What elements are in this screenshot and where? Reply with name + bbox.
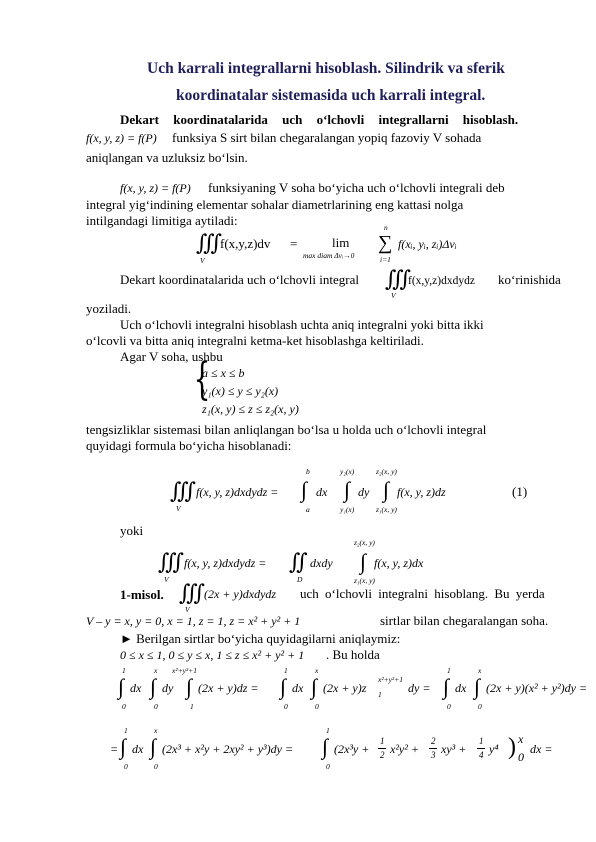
eq2-integrand: f(x, y, z)dx xyxy=(374,556,424,570)
integral-symbol: ∫ xyxy=(150,734,157,759)
lower-limit: 0 xyxy=(326,762,330,771)
integral-symbol: ∫ xyxy=(311,674,318,699)
integrand: (2x³ + x²y + 2xy² + y³)dy = xyxy=(162,742,294,756)
lower-limit: 0 xyxy=(447,702,451,711)
integrand: f(x,y,z)dv xyxy=(220,236,271,251)
upper-limit: z₂(x, y) xyxy=(354,538,375,547)
upper-limit: 1 xyxy=(124,726,128,735)
section-heading: Dekart koordinatalarida uch o‘lchovli integrallarni hisoblash. xyxy=(120,112,519,127)
lower-limit: z₁(x, y) xyxy=(354,576,375,585)
triple-integral-symbol: ∭ xyxy=(385,266,412,291)
domain-label: V xyxy=(185,605,190,614)
substitution-top: x²+y²+1 xyxy=(378,675,404,684)
antiderivative: (2x³y + xyxy=(334,742,370,756)
integral-symbol: ∫ xyxy=(301,477,308,502)
differential: dx xyxy=(455,681,467,695)
upper-limit: 1 xyxy=(122,666,126,675)
inequality-row: z₁(x, y) ≤ z ≤ z₂(x, y) xyxy=(202,402,299,416)
antiderivative: x²y² + xyxy=(390,742,419,756)
paragraph-text: o‘lcovli va bitta aniq integralni ketma-ket hisoblashga keltiriladi. xyxy=(86,333,424,348)
substitution-bottom: 1 xyxy=(378,690,382,699)
example-label: 1-misol. xyxy=(120,587,164,602)
integral-symbol: ∫ xyxy=(383,477,390,502)
function-expression: f(x, y, z) = f(P) xyxy=(120,181,191,195)
lower-limit: 0 xyxy=(122,702,126,711)
upper-limit: 1 xyxy=(326,726,330,735)
differential: dx = xyxy=(530,742,553,756)
fraction-bar xyxy=(378,748,386,749)
triple-integral-symbol: ∭ xyxy=(196,230,223,255)
integral-symbol: ∫ xyxy=(474,674,481,699)
upper-limit: z₂(x, y) xyxy=(376,467,397,476)
paragraph-text: yoki xyxy=(120,523,144,538)
paragraph-text: integral yig‘indining elementar sohalar diametrlarining eng kattasi nolga xyxy=(86,197,464,212)
differential: dx xyxy=(316,485,328,499)
page-title: Uch karrali integrallarni hisoblash. Silindrik va sferik xyxy=(147,60,505,77)
integrand: f(x,y,z)dxdydz xyxy=(408,275,475,287)
integrand: (2x + y)dz = xyxy=(198,681,259,695)
paragraph-text: uch o‘lchovli integralni hisoblang. Bu yerda xyxy=(300,586,545,601)
integral-symbol: ∫ xyxy=(120,734,127,759)
system-brace: { xyxy=(193,354,211,405)
fraction-num: 2 xyxy=(431,736,436,746)
paragraph-text: Dekart koordinatalarida uch o‘lchovli integral xyxy=(120,272,359,287)
paragraph-text: aniqlangan va uzluksiz bo‘lsin. xyxy=(86,150,248,165)
lower-limit: a xyxy=(306,505,310,514)
example-integrand: (2x + y)dxdydz xyxy=(204,587,277,601)
differential: dx xyxy=(130,681,142,695)
eq2-lhs: f(x, y, z)dxdydz = xyxy=(184,556,267,570)
lower-limit: 0 xyxy=(154,762,158,771)
differential: dx xyxy=(292,681,304,695)
domain-label: V xyxy=(200,256,205,265)
differential: dy = xyxy=(408,681,431,695)
equation-label: (1) xyxy=(512,484,528,499)
paragraph-text: Agar V soha, ushbu xyxy=(120,349,223,364)
paragraph-text: ► Berilgan sirtlar bo‘yicha quyidagilarni aniqlaymiz: xyxy=(120,631,401,646)
paragraph-text: funksiya S sirt bilan chegaralangan yopiq fazoviy V sohada xyxy=(172,130,482,145)
integral-symbol: ∫ xyxy=(360,549,367,574)
integrand: (2x + y)z xyxy=(323,681,367,695)
lower-limit: 0 xyxy=(154,702,158,711)
inequality-row: y₁(x) ≤ y ≤ y₂(x) xyxy=(202,384,279,398)
domain-definition: V – y = x, y = 0, x = 1, z = 1, z = x² + y² + 1 xyxy=(86,614,301,628)
double-integral-symbol: ∬ xyxy=(289,549,308,574)
lower-limit: z₁(x, y) xyxy=(376,505,397,514)
triple-integral-symbol: ∭ xyxy=(179,580,206,605)
fraction-num: 1 xyxy=(380,736,385,746)
lower-limit: y₁(x) xyxy=(340,505,355,514)
integration-bounds: 0 ≤ x ≤ 1, 0 ≤ y ≤ x, 1 ≤ z ≤ x² + y² + 1 xyxy=(120,648,305,662)
integral-symbol: ∫ xyxy=(118,674,125,699)
integral-symbol: ∫ xyxy=(150,674,157,699)
domain-label: V xyxy=(176,504,181,513)
triple-integral-symbol: ∭ xyxy=(158,549,185,574)
integral-symbol: ∫ xyxy=(280,674,287,699)
upper-limit: x xyxy=(478,666,482,675)
fraction-bar xyxy=(429,748,437,749)
integral-symbol: ∫ xyxy=(186,674,193,699)
upper-limit: y₂(x) xyxy=(340,467,355,476)
inequality-row: a ≤ x ≤ b xyxy=(202,366,245,380)
paragraph-text: . Bu holda xyxy=(326,647,380,662)
differential: dx xyxy=(132,742,144,756)
lim-subscript: max diam Δvᵢ→0 xyxy=(303,251,355,260)
paragraph-text: Uch o‘lchovli integralni hisoblash uchta aniq integralni yoki bitta ikki xyxy=(120,317,484,332)
upper-limit: x²+y²+1 xyxy=(172,666,198,675)
fraction-num: 1 xyxy=(479,736,484,746)
differential: dy xyxy=(358,485,370,499)
upper-limit: 1 xyxy=(284,666,288,675)
upper-limit: x xyxy=(154,726,158,735)
paragraph-text: intilgandagi limitiga aytiladi: xyxy=(86,213,238,228)
paragraph-text: ko‘rinishida xyxy=(498,272,561,287)
upper-limit: x xyxy=(315,666,319,675)
evaluation-bottom: 0 xyxy=(518,750,524,764)
calc-line-1 xyxy=(116,666,596,726)
triple-integral-symbol: ∭ xyxy=(170,478,197,503)
integral-symbol: ∫ xyxy=(443,674,450,699)
sum-term: f(xᵢ, yᵢ, zᵢ)Δvᵢ xyxy=(398,237,457,251)
paragraph-text: yoziladi. xyxy=(86,301,132,316)
function-expression: f(x, y, z) = f(P) xyxy=(86,131,157,145)
domain-label: V xyxy=(391,291,396,300)
integral-symbol: ∫ xyxy=(344,477,351,502)
paren-close: ) xyxy=(508,734,516,760)
paragraph-text: sirtlar bilan chegaralangan soha. xyxy=(380,613,549,628)
upper-limit: x xyxy=(154,666,158,675)
differential: dy xyxy=(162,681,174,695)
page-subtitle: koordinatalar sistemasida uch karrali integral. xyxy=(176,87,486,104)
fraction-den: 2 xyxy=(380,750,385,760)
eq1-integrand: f(x, y, z)dz xyxy=(397,485,446,499)
paragraph-text: funksiyaning V soha bo‘yicha uch o‘lchovli integrali deb xyxy=(208,180,505,195)
calc-line-2 xyxy=(110,726,596,786)
equals-sign: = xyxy=(290,236,298,251)
fraction-den: 3 xyxy=(431,750,436,760)
lim-operator: lim xyxy=(332,235,350,250)
domain-label: D xyxy=(297,575,303,584)
lower-limit: 0 xyxy=(478,702,482,711)
eq1-lhs: f(x, y, z)dxdydz = xyxy=(196,485,279,499)
lower-limit: 1 xyxy=(190,702,194,711)
lower-limit: 0 xyxy=(124,762,128,771)
integrand: (2x + y)(x² + y²)dy = xyxy=(486,681,588,695)
paragraph-text: tengsizliklar sistemasi bilan anliqlangan bo‘lsa u holda uch o‘lchovli integral xyxy=(86,422,487,437)
differential: dxdy xyxy=(310,556,333,570)
domain-label: V xyxy=(164,575,169,584)
fraction-den: 4 xyxy=(479,750,484,760)
equals-sign: = xyxy=(110,742,119,756)
paragraph-text: quyidagi formula bo‘yicha hisoblanadi: xyxy=(86,438,292,453)
lower-limit: 0 xyxy=(315,702,319,711)
evaluation-top: x xyxy=(518,732,524,746)
fraction-bar xyxy=(477,748,485,749)
upper-limit: 1 xyxy=(447,666,451,675)
sum-lower: i=1 xyxy=(380,255,391,264)
lower-limit: 0 xyxy=(284,702,288,711)
integral-symbol: ∫ xyxy=(322,734,329,759)
antiderivative: xy³ + xyxy=(441,742,467,756)
sum-symbol: ∑ xyxy=(378,232,393,254)
sum-upper: n xyxy=(384,223,388,232)
upper-limit: b xyxy=(306,467,310,476)
antiderivative: y⁴ xyxy=(489,742,499,756)
